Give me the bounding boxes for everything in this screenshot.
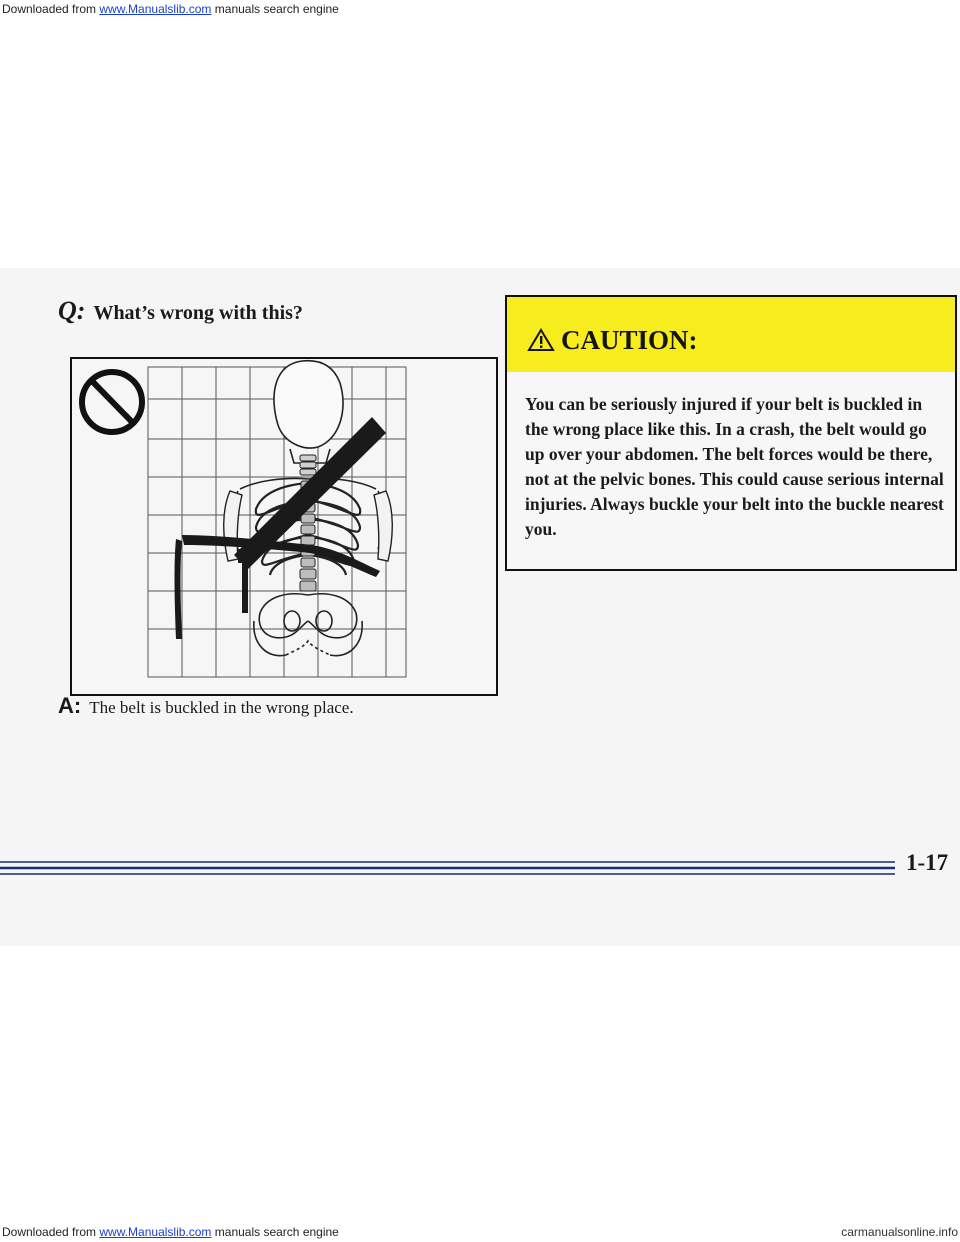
banner-suffix: manuals search engine	[211, 2, 339, 16]
download-banner	[0, 0, 960, 18]
caution-header	[507, 297, 955, 372]
answer-text: The belt is buckled in the wrong place.	[89, 698, 354, 717]
pelvis	[254, 594, 362, 656]
footer-banner	[0, 1222, 960, 1242]
lap-belt	[182, 535, 380, 577]
footer-site: carmanualsonline.info	[841, 1225, 958, 1239]
caution-body: You can be seriously injured if your belt is buckled in the wrong place like this. In a crash, the belt would go up over your abdomen. The belt forces would be there, not at the pelvic bones. This could cause serious internal injuries. Always buckle your belt into the buckle nearest you.	[525, 394, 944, 539]
question-heading	[58, 296, 303, 326]
buckle	[238, 549, 252, 563]
banner-prefix: Downloaded from	[2, 2, 100, 16]
belt-strap-left	[175, 539, 183, 639]
page-number: 1-17	[906, 850, 949, 875]
caution-title	[527, 325, 698, 356]
caution-box	[505, 295, 957, 571]
prohibition-icon	[82, 372, 142, 432]
skeleton-illustration	[72, 359, 496, 694]
footer-suffix: manuals search engine	[211, 1225, 339, 1239]
footer-rule	[0, 858, 895, 878]
cervical-spine	[300, 455, 316, 475]
footer-prefix: Downloaded from	[2, 1225, 100, 1239]
manual-page	[0, 268, 960, 946]
question-letter: Q:	[58, 296, 86, 325]
footer-manualslib-link[interactable]: www.Manualslib.com	[99, 1225, 212, 1239]
manualslib-link[interactable]: www.Manualslib.com	[99, 2, 212, 16]
answer-line	[58, 693, 354, 719]
question-text: What’s wrong with this?	[93, 302, 303, 324]
belt-strap-right	[242, 557, 248, 613]
answer-letter: A:	[58, 693, 82, 718]
caution-title-text: CAUTION:	[561, 325, 698, 355]
seatbelt-illustration	[70, 357, 498, 696]
warning-triangle-icon	[527, 328, 555, 352]
